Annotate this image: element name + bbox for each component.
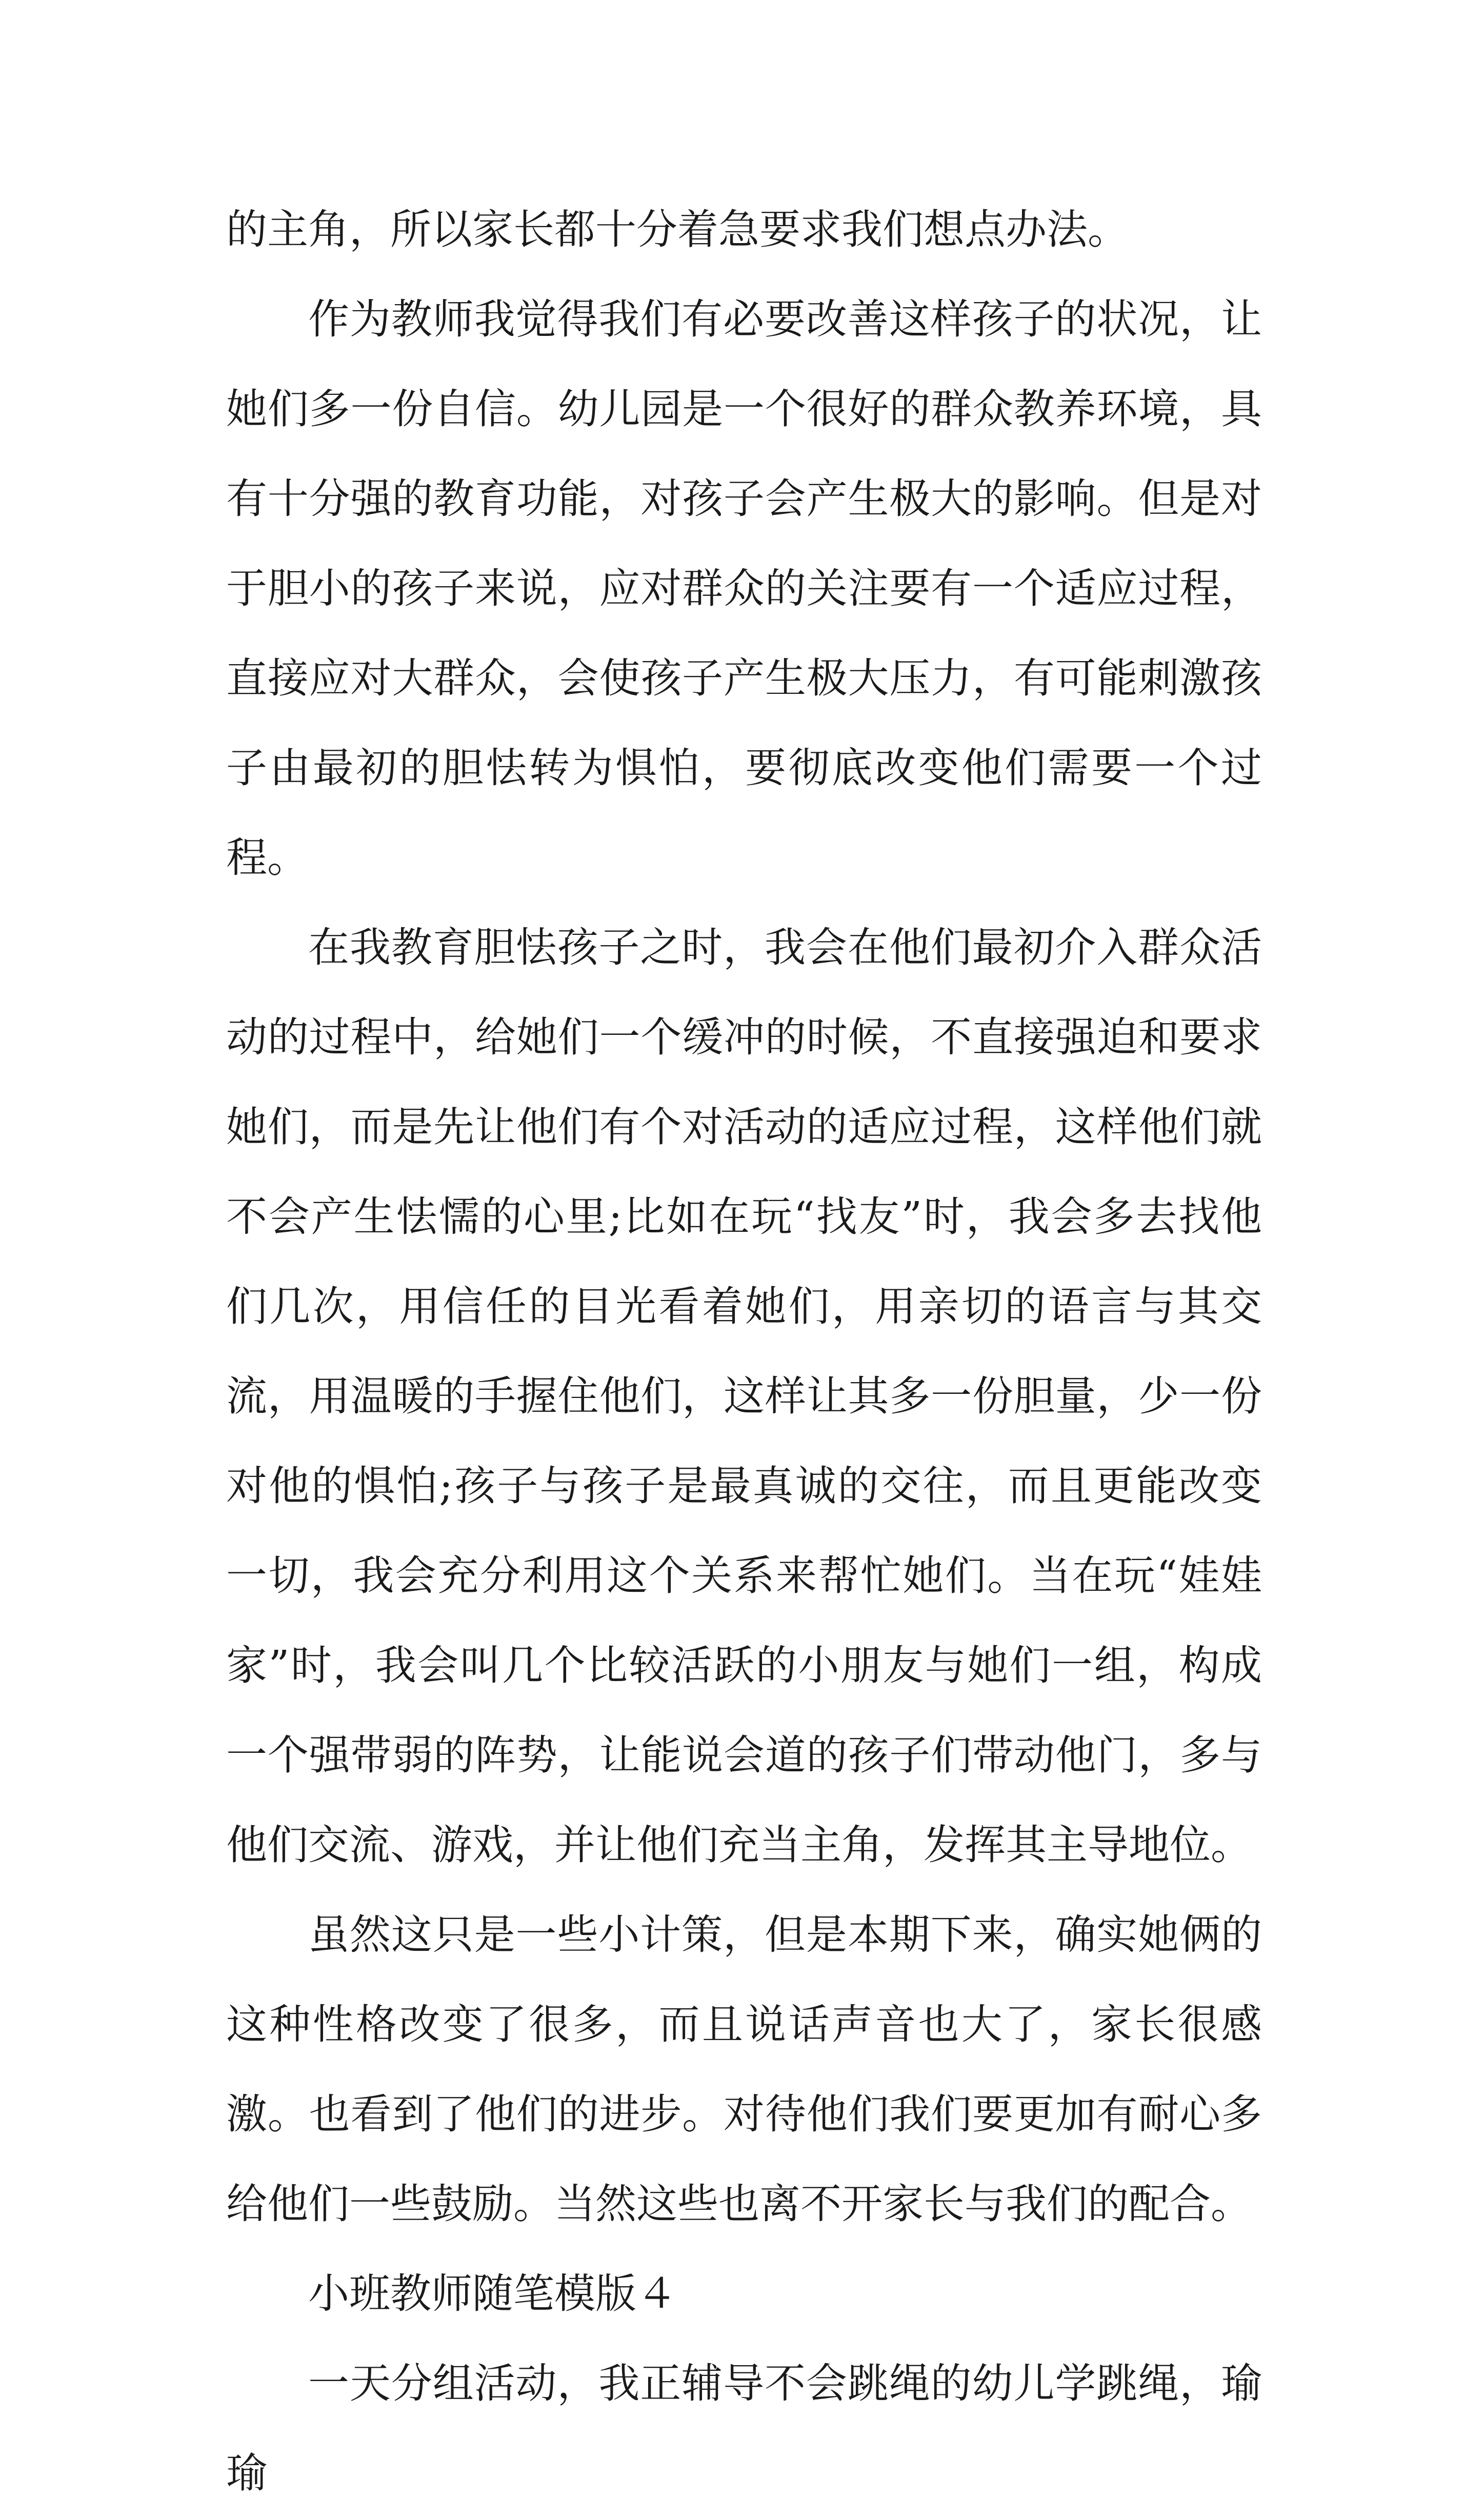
paragraph-4: 虽然这只是一些小计策，但是本期下来，确实她俩的这种性格改变了很多，而且说话声音也大了，家长很感激。也看到了他们的进步。对待他们我们要更加有耐心多给他们一些鼓励。当然这些也离不开家长与我们的配合。 (226, 1911, 1262, 2228)
paragraph-2: 作为教师我觉得我们有必要改善这样孩子的状况，让她们多一份自信。幼儿园是一个很好的群众教养环境，具有十分强的教育功能，对孩子会产生极大的影响。但是对于胆小的孩子来说，应对群众的关注要有一个适应过程，直接应对大群众，会使孩子产生极大压力，有可能刺激孩子由最初的胆怯转为惧怕，要彻底改变他们需要一个过程。 (226, 295, 1262, 882)
document-body (226, 185, 1262, 2518)
paragraph-5: 一天分组活动，我正辅导不会跳绳的幼儿学跳绳，瑜瑜 (226, 2360, 1262, 2497)
section-heading: 小班教师随笔模版４ (308, 2270, 677, 2317)
paragraph-3: 在我教育胆怯孩子之时，我会在他们最初介入群众活动的过程中，给她们一个缓冲的时候，不直接强迫和要求她们，而是先让他们有个对活动的适应过程，这样他们就不会产生怯懦的心里;比如在玩“找友”时，我会多去找他们几次，用信任的目光看着她们，用亲切的语言与其交流，用温暖的手握住他们，这样让其多一份胆量，少一份对他的惧怕;孩子与孩子是最真诚的交往，而且更能改变一切，我会充分利用这个关系来帮忙她们。当在玩“娃娃家”时，我会叫几个比较活跃的小朋友与她们一组，构成一个强带弱的阵势，让能说会道的孩子们带动他门，多与他们交流、游戏，并让他们充当主角，发挥其主导地位。 (226, 924, 1262, 1869)
paragraph-1: 的主角，所以家长都十分着急要求我们想点办法。 (226, 206, 1129, 253)
